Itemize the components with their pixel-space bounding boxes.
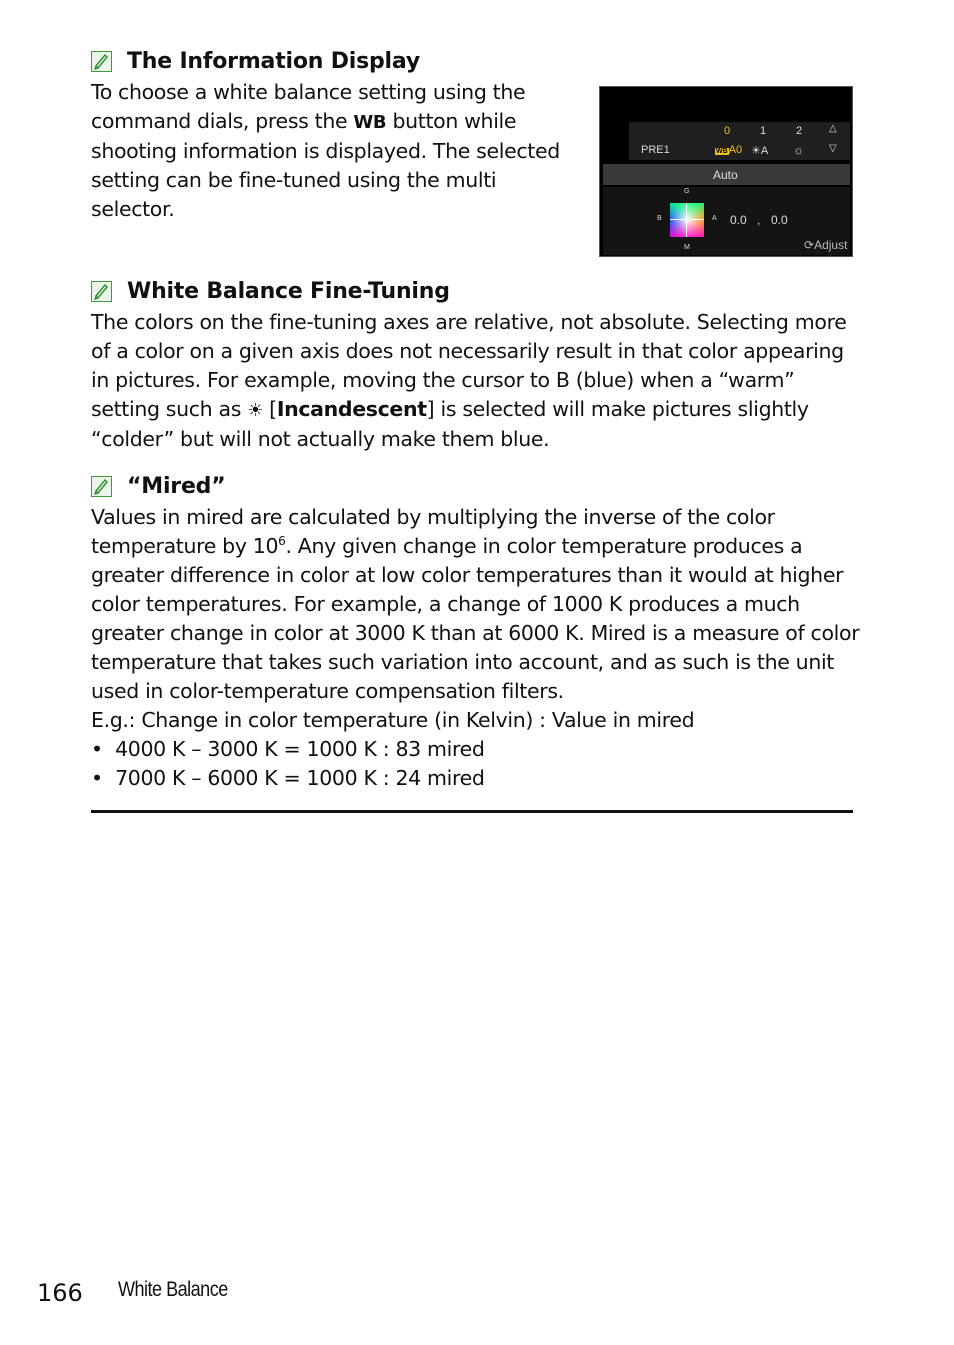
incandescent-label: Incandescent: [276, 397, 427, 421]
section-divider: [91, 810, 853, 813]
incandescent-icon: ☀: [247, 400, 263, 421]
fine-tuning-color-grid: [670, 203, 704, 237]
paragraph-line: [91, 532, 853, 561]
bracket-up-icon: △: [829, 123, 837, 134]
wb-row-number: 0: [724, 125, 731, 137]
preset-label: PRE1: [641, 144, 670, 156]
paragraph-line: The colors on the fine-tuning axes are relative, not absolute. Selecting more: [91, 310, 847, 334]
text-run: . Any given change in color temperature produces a: [285, 534, 803, 558]
section-heading-fine-tuning: White Balance Fine-Tuning: [127, 279, 450, 304]
adjust-hint: [804, 238, 847, 252]
axis-label-b: B: [657, 215, 662, 222]
note-pencil-icon: [91, 476, 112, 497]
adjust-label: Adjust: [814, 238, 848, 252]
bullet-icon: •: [91, 766, 116, 790]
note-pencil-icon: [91, 281, 112, 302]
wb-row-number: 1: [760, 125, 767, 137]
wb-mode-label: Auto: [713, 168, 738, 182]
grid-horizontal-axis: [670, 219, 704, 220]
paragraph-line: E.g.: Change in color temperature (in Kelvin) : Value in mired: [91, 708, 695, 732]
paragraph-line: selector.: [91, 197, 175, 221]
paragraph-line: setting can be fine-tuned using the multi: [91, 168, 497, 192]
axis-label-m: M: [684, 244, 690, 251]
fine-tune-readout-ab: 0.0: [730, 213, 747, 227]
information-display-paragraph: [91, 78, 581, 224]
text-run: button while: [386, 109, 517, 133]
grid-vertical-axis: [686, 203, 687, 237]
incandescent-value: A: [760, 145, 769, 157]
note-pencil-icon: [91, 51, 112, 72]
wb-button-label: WB: [353, 112, 387, 133]
sun-icon: ☼: [793, 143, 804, 157]
bullet-text: 4000 K – 3000 K = 1000 K : 83 mired: [115, 737, 485, 761]
fine-tuning-paragraph: [91, 308, 853, 454]
paragraph-line: shooting information is displayed. The selected: [91, 139, 560, 163]
section-heading-information-display: The Information Display: [127, 49, 420, 74]
section-heading-mired: “Mired”: [127, 474, 226, 499]
axis-label-g: G: [684, 188, 690, 195]
text-run: setting such as: [91, 397, 248, 421]
text-run: [: [263, 397, 277, 421]
paragraph-line: temperature that takes such variation into account, and as such is the unit: [91, 650, 834, 674]
incandescent-icon: ☀: [751, 145, 761, 157]
bracket-down-icon: ▽: [829, 143, 837, 154]
camera-information-display: [599, 86, 853, 257]
mired-paragraph: [91, 503, 860, 793]
multi-selector-icon: ⟳: [804, 238, 815, 252]
text-run: command dials, press the: [91, 109, 354, 133]
bullet-icon: •: [91, 737, 116, 761]
paragraph-line: greater difference in color at low color temperatures than it would at higher: [91, 563, 844, 587]
bullet-item: [91, 764, 853, 793]
exponent: 6: [278, 534, 286, 549]
auto-wb-value: A0: [728, 144, 743, 156]
wb-badge-icon: WB: [716, 148, 728, 155]
page-number: 166: [37, 1279, 83, 1307]
paragraph-line: color temperatures. For example, a change of 1000 K produces a much: [91, 592, 800, 616]
paragraph-line: To choose a white balance setting using the: [91, 80, 526, 104]
paragraph-line: in pictures. For example, moving the cursor to B (blue) when a “warm”: [91, 368, 795, 392]
bullet-text: 7000 K – 6000 K = 1000 K : 24 mired: [115, 766, 485, 790]
axis-label-a: A: [712, 215, 717, 222]
paragraph-line: greater change in color at 3000 K than at 6000 K. Mired is a measure of color: [91, 621, 860, 645]
fine-tune-readout-gm: 0.0: [771, 213, 788, 227]
wb-row-number: 2: [796, 125, 803, 137]
incandescent-option: [751, 144, 768, 157]
auto-wb-selected: [715, 144, 742, 156]
footer-section-title: White Balance: [118, 1278, 228, 1301]
paragraph-line: used in color-temperature compensation filters.: [91, 679, 564, 703]
text-run: ] is selected will make pictures slightly: [426, 397, 809, 421]
paragraph-line: of a color on a given axis does not necessarily result in that color appearing: [91, 339, 844, 363]
bullet-item: [91, 735, 853, 764]
paragraph-line: [91, 395, 853, 425]
paragraph-line: “colder” but will not actually make them blue.: [91, 427, 550, 451]
paragraph-line: Values in mired are calculated by multiplying the inverse of the color: [91, 505, 775, 529]
fine-tune-readout-separator: ,: [757, 213, 761, 227]
text-run: temperature by 10: [91, 534, 279, 558]
paragraph-line: [91, 107, 581, 137]
